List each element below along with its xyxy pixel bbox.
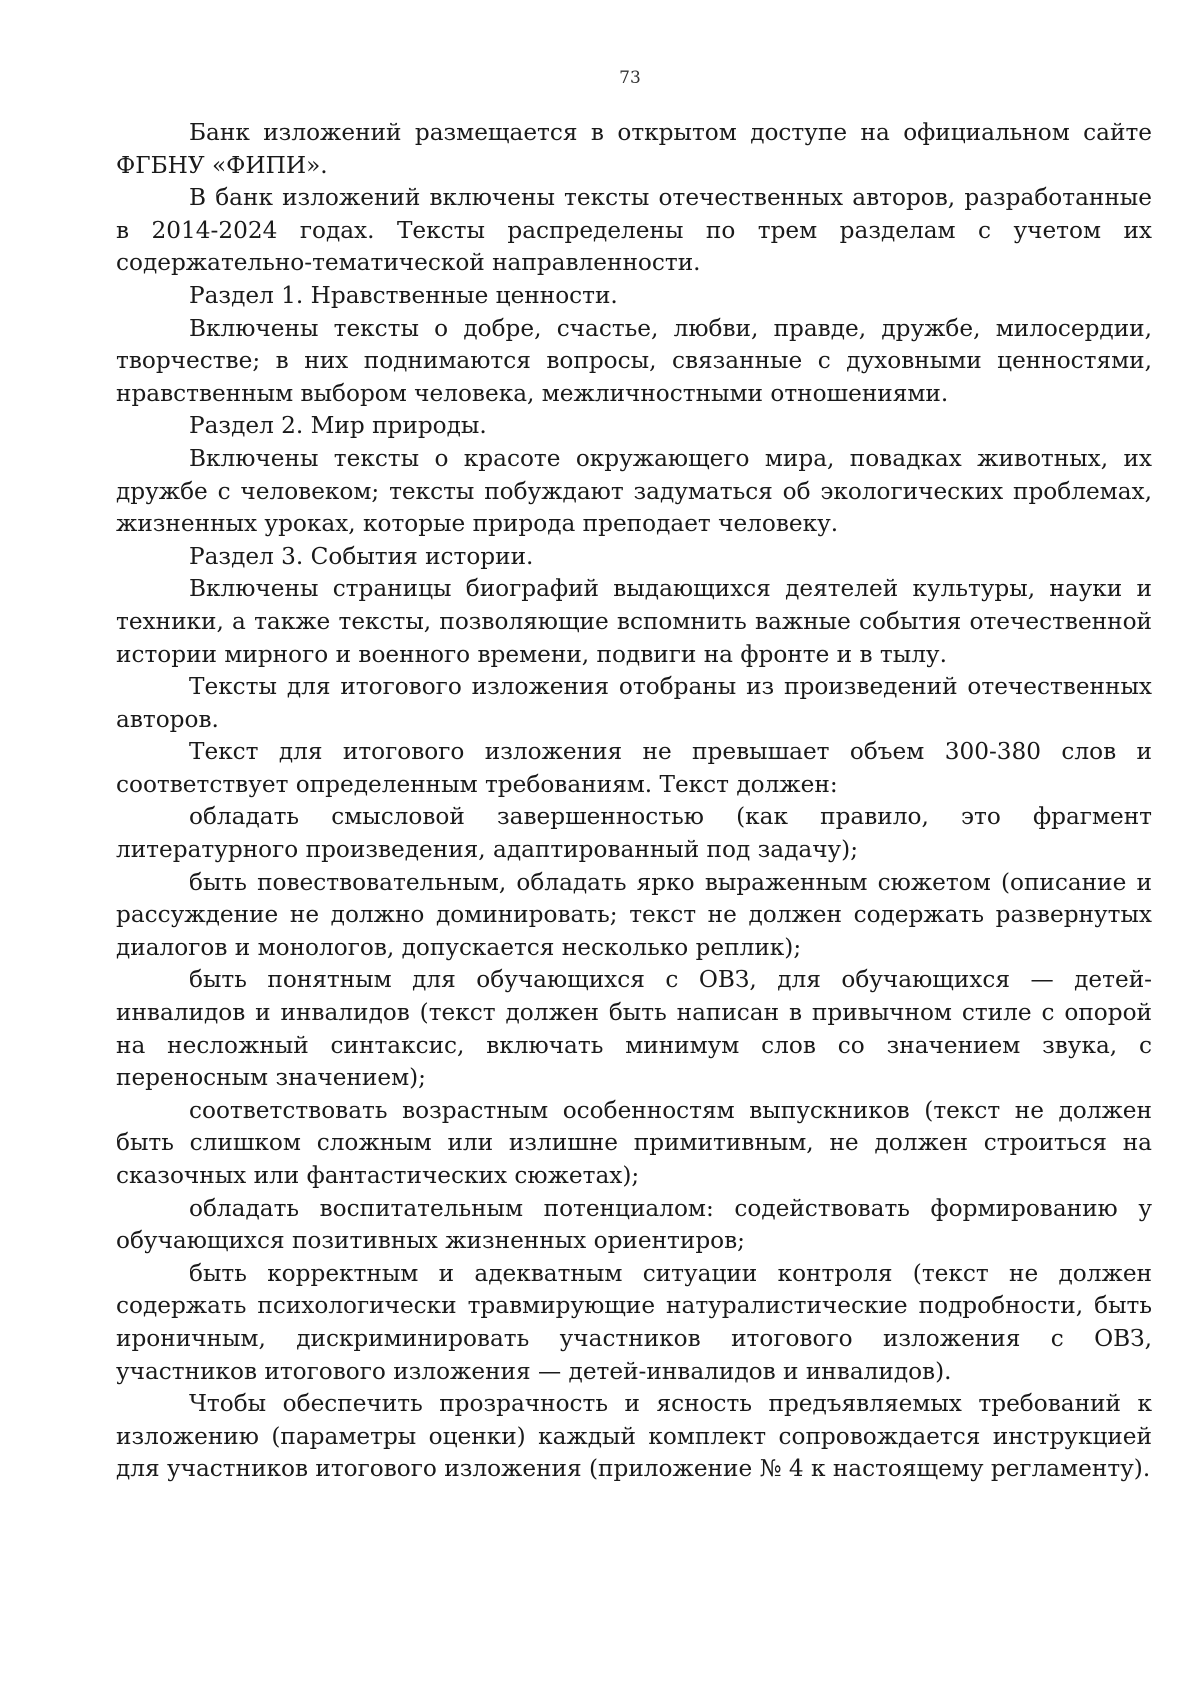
requirement-completeness: обладать смысловой завершенностью (как правило, это фрагмент литературного произведения, адаптированный под задачу); bbox=[116, 803, 1152, 864]
section-3-description: Включены страницы биографий выдающихся деятелей культуры, науки и техники, а также тексты, позволяющие вспомнить важные события отечественной истории мирного и военного времени, подвиги на фронте и в тылу. bbox=[116, 575, 1152, 668]
section-1-description: Включены тексты о добре, счастье, любви, правде, дружбе, милосердии, творчестве; в них поднимаются вопросы, связанные с духовными ценностями, нравственным выбором человека, межличностными отношениями. bbox=[116, 314, 1152, 407]
section-2-description: Включены тексты о красоте окружающего мира, повадках животных, их дружбе с человеком; тексты побуждают задуматься об экологических проблемах, жизненных уроках, которые природа преподает человеку. bbox=[116, 444, 1152, 538]
paragraph-instructions: Чтобы обеспечить прозрачность и ясность предъявляемых требований к изложению (параметры оценки) каждый комплект сопровождается инструкцией для участников итогового изложения (приложение № 4 к настоящему регламенту). bbox=[116, 1390, 1152, 1483]
section-3-heading: Раздел 3. События истории. bbox=[189, 542, 534, 570]
requirement-educational: обладать воспитательным потенциалом: содействовать формированию у обучающихся позитивных жизненных ориентиров; bbox=[116, 1194, 1152, 1255]
document-body bbox=[116, 117, 1152, 1486]
requirement-narrative: быть повествовательным, обладать ярко выраженным сюжетом (описание и рассуждение не должно доминировать; текст не должен содержать развернутых диалогов и монологов, допускается несколько реплик); bbox=[116, 868, 1152, 961]
requirement-correctness: быть корректным и адекватным ситуации контроля (текст не должен содержать психологически травмирующие натуралистические подробности, быть ироничным, дискриминировать участников итогового изложения с ОВЗ, участников итогового изложения — детей-инвалидов и инвалидов). bbox=[116, 1259, 1152, 1385]
page-number: 73 bbox=[619, 68, 641, 88]
paragraph-text-selection: Тексты для итогового изложения отобраны из произведений отечественных авторов. bbox=[116, 673, 1152, 733]
requirement-accessibility: быть понятным для обучающихся с ОВЗ, для обучающихся — детей-инвалидов и инвалидов (текст должен быть написан в привычном стиле с опорой на несложный синтаксис, включать минимум слов со значением звука, с переносным значением); bbox=[116, 966, 1152, 1092]
paragraph-text-requirements: Текст для итогового изложения не превышает объем 300-380 слов и соответствует определенным требованиям. Текст должен: bbox=[116, 738, 1152, 798]
paragraph-exposition-bank: Банк изложений размещается в открытом доступе на официальном сайте ФГБНУ «ФИПИ». bbox=[116, 119, 1152, 179]
section-2-heading: Раздел 2. Мир природы. bbox=[189, 412, 487, 440]
paragraph-bank-contents: В банк изложений включены тексты отечественных авторов, разработанные в 2014-2024 годах. Тексты распределены по трем разделам с учетом их содержательно-тематической направленности. bbox=[116, 184, 1152, 277]
section-1-heading: Раздел 1. Нравственные ценности. bbox=[189, 281, 618, 309]
requirement-age-appropriate: соответствовать возрастным особенностям выпускников (текст не должен быть слишком сложным или излишне примитивным, не должен строиться на сказочных или фантастических сюжетах); bbox=[116, 1096, 1152, 1189]
